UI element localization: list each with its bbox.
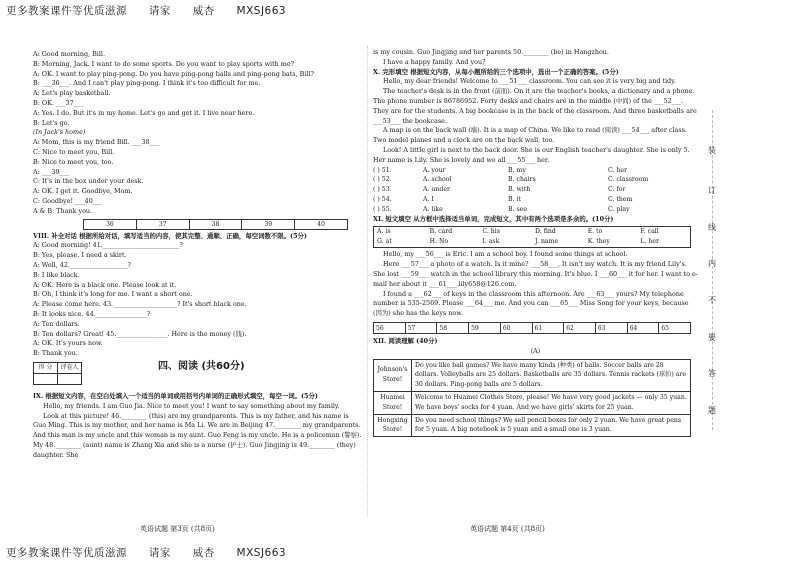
dialogue-line: A: OK. I want to play ping-pong. Do you have ping-pong balls and ping-pong bats, Bill? (33, 69, 314, 78)
option-row (373, 175, 698, 185)
passage-paragraph: Hello, my ___56___ is Eric. I am a school boy. I found some things at school. (383, 250, 628, 259)
question-number[interactable]: ( ) 54. (373, 195, 392, 203)
answer-cell[interactable]: 63 (596, 323, 628, 333)
store-ad: Welcome to Huamei Clothes Store, please! We have very good jackets — only 35 yuan. We have boys' socks for 4 yuan. And we have girls' skirts for 25 yuan. (412, 391, 691, 414)
binding-char: 要 (708, 333, 716, 342)
score-block (33, 362, 363, 392)
section-title: XI. 短文填空 从方框中选择适当单词，完成短文，其中有两个选项是多余的。(10分) (373, 214, 614, 223)
header-text: 威杏 (192, 547, 215, 559)
binding-char: 装 (708, 146, 716, 155)
table-row (374, 414, 691, 437)
header-code: MXSJ663 (236, 547, 287, 559)
dialogue-line: B: ___36___. And I can't play ping-pong. I think it's too difficult for me. (33, 79, 261, 88)
question-number[interactable]: ( ) 53. (373, 186, 392, 194)
dialogue-line: A: Good morning, Bill. (33, 50, 105, 58)
passage-paragraph: Look at this picture! 46.________ (this) are my grandparents. This is my father, and his name is Guo Ming. This is my mother, and her name is Ma Li. We are in Beijing 47.________ my grandparents. And this man is my uncle and this woman is my aunt. Guo Feng is my uncle. He is a policeman (警察). My 48.________ (aunt) name is Zhang Xia and she is a nurse (护士). Guo Jingjing is 49.________ (they) daughter. She (33, 411, 362, 459)
option-b: B. chairs (508, 176, 536, 184)
dialogue-line: C: Nice to meet you, Bill. (33, 147, 115, 156)
passage-paragraph: Here ___57___ a photo of a watch. Is it mine? ___58___, It isn't my watch. It is my friend Lily's. She lost ___59___ watch in the school library this morning. It's blue. I ___60___ it for her. I want to e-mail her about it ___61___ lily658@126.com. (373, 260, 698, 288)
word-option: J. name (535, 238, 559, 246)
dialogue-line: A: Well, 42.__________________? (33, 260, 131, 269)
option-c: C. them (608, 195, 633, 203)
grader-cell[interactable] (58, 373, 82, 384)
option-a: A. school (423, 176, 452, 184)
dialogue-line: B: Morning, Jack. I want to do some sports. Do you want to play sports with me? (33, 59, 295, 68)
word-option: C. his (482, 228, 500, 236)
option-a: A. under (423, 186, 450, 194)
question-number[interactable]: ( ) 51. (373, 166, 392, 174)
option-row (373, 195, 698, 205)
option-b: B. it (508, 195, 521, 203)
dialogue-line: B: Let's go. (33, 118, 70, 127)
dialogue-line: B: Nice to meet you, too. (33, 157, 114, 166)
passage-paragraph: Look! A little girl is next to the back door. She is our English teacher's daughter. She is only 5. Her name is Lily. She is lovely and we all ___55___ her. (373, 145, 690, 164)
word-option: I. ask (482, 238, 500, 246)
answer-cell[interactable]: 56 (374, 323, 406, 333)
option-row (373, 185, 698, 195)
section-title: XII. 阅读理解 (40分) (373, 336, 438, 345)
page-footer-right: 英语试题 第4页 (共8页) (470, 525, 545, 533)
answer-cell[interactable]: 37 (137, 220, 190, 229)
passage-line: is my cousin. Guo Jingjing and her parents 50.________ (be) in Hangzhou. (373, 48, 609, 56)
header-text: 更多教案课件等优质滋源 (6, 5, 127, 17)
option-b: B. my (508, 166, 526, 174)
dialogue-line: A: Yes. I do. But it's in my home. Let's go and get it. I live near here. (33, 108, 255, 117)
store-name: Hongxing Store! (374, 414, 412, 437)
word-option: L. her (640, 238, 660, 246)
option-c: C. classroom (608, 176, 649, 184)
word-option: D. find (535, 228, 556, 236)
answer-grid (373, 322, 691, 334)
question-number[interactable]: ( ) 55. (373, 205, 392, 213)
option-c: C. for (608, 186, 626, 194)
option-a: A. like (423, 205, 443, 213)
score-label: 得 分 (34, 362, 58, 373)
dialogue-line: A: Please come here. 43.____________________? It's short black one. (33, 300, 247, 309)
answer-cell[interactable]: 61 (533, 323, 565, 333)
passage-paragraph: I found a ___62___ of keys in the classroom this afternoon. Are ___63___ yours? My telephone number is 535-2569. Please ___64___ me. And you can ___65___ Miss Song for your keys, because (因为) she has the keys now. (373, 289, 689, 318)
store-name: Johnson's Store! (374, 359, 412, 391)
passage-paragraph: Hello, my dear friends! Welcome to ___51___ classroom. You can see it is very big and tidy. (383, 77, 676, 86)
dialogue-line: A & B: Thank you. (33, 206, 93, 215)
dialogue-line: A: OK. I get it. Goodbye, Mom. (33, 187, 133, 196)
answer-cell[interactable]: 39 (242, 220, 295, 229)
dialogue-line: B: I like black. (33, 270, 80, 279)
dialogue-line: A: Mom, this is my friend Bill. ___38___ (33, 138, 160, 147)
answer-cell[interactable]: 58 (437, 323, 469, 333)
dialogue-line: A: ___39___ (33, 167, 70, 176)
score-cell[interactable] (34, 373, 58, 384)
binding-char: 题 (708, 406, 716, 415)
answer-grid (83, 219, 348, 230)
dialogue-line: C: Goodbye! ___40___ (33, 196, 103, 205)
binding-line (712, 110, 713, 430)
dialogue-line: B: Ten dollars? Great! 45.________________. Here is the money (钱). (33, 329, 247, 338)
word-option: E. to (587, 228, 603, 236)
word-option: H. No (429, 238, 449, 246)
store-ad: Do you like ball games? We have many kinds (种类) of balls. Soccer balls are 28 dollars. Volleyballs are 25 dollars. Basketballs are 35 dollars. Tennis rackets (球拍) are 30 dollars. Ping-pong balls are 5 dollars. (412, 359, 691, 391)
section-title: IX. 根据短文内容，在空白处填入一个适当的单词或用括号内单词的正确形式填空，每空一词。(5分) (33, 391, 318, 400)
word-bank (373, 226, 691, 248)
word-option: G. at (377, 238, 392, 246)
option-a: A. I (423, 195, 434, 203)
answer-cell[interactable]: 59 (469, 323, 501, 333)
option-a: A. your (423, 166, 446, 174)
answer-cell[interactable]: 38 (190, 220, 243, 229)
right-column (373, 48, 698, 437)
header-text: 请家 (148, 547, 171, 559)
answer-cell[interactable]: 64 (628, 323, 660, 333)
binding-char: 答 (708, 369, 716, 378)
answer-cell[interactable]: 60 (501, 323, 533, 333)
dialogue-line: A: Let's play basketball. (33, 89, 111, 98)
option-c: C. her (608, 166, 628, 174)
option-row (373, 166, 698, 176)
header-text: 威杏 (192, 5, 215, 17)
passage-paragraph: A map is on the back wall (墙). It is a map of China. We like to read (阅读) ___54___ after class. Two model planes and a clock are on the back wall, too. (373, 126, 687, 145)
header-text: 更多教案课件等优质滋源 (6, 547, 127, 559)
store-ad: Do you need school things? We sell pencil boxes for only 2 yuan. We have great pens for 5 yuan. A big notebook is 5 yuan and a small one is 3 yuan. (412, 414, 691, 437)
passage-paragraph: The teacher's desk is in the front (前面). On it are the teacher's books, a dictionary and a phone. The phone number is 86786952. Forty desks and chairs are in the middle (中间) of the ___52___. They are for the students. A big bookcase is in the back of the classroom. And three basketballs are ___53___ the bookcase. (373, 87, 697, 125)
dialogue-line: B: It looks nice. 44.________________? (33, 309, 151, 318)
word-option: A. is (377, 228, 391, 236)
answer-cell[interactable]: 57 (406, 323, 438, 333)
answer-cell[interactable]: 40 (317, 220, 325, 228)
part-title: 四、阅读 (共60分) (158, 360, 245, 372)
question-number[interactable]: ( ) 52. (373, 176, 392, 184)
store-name: Huamei Store! (374, 391, 412, 414)
grader-label: 评卷人 (58, 362, 82, 373)
left-column (33, 50, 363, 460)
answer-cell[interactable]: 65 (661, 324, 669, 332)
page-header-top (6, 3, 304, 18)
passage-line: I have a happy family. And you? (383, 57, 486, 66)
dialogue-line: C: It's in the box under your desk. (33, 177, 144, 186)
dialogue-line: B: OK. ___37___ (33, 98, 84, 107)
word-option: F. call (640, 228, 659, 236)
table-row (374, 391, 691, 414)
answer-cell[interactable]: 36 (84, 220, 137, 229)
table-row (374, 359, 691, 391)
dialogue-line: A: Good morning! 41.________________________? (33, 241, 183, 250)
binding-char: 线 (708, 223, 716, 232)
score-table (33, 362, 82, 385)
page-footer-left: 英语试题 第3页 (共8页) (140, 525, 215, 533)
word-option: K. they (587, 238, 610, 246)
dialogue-line: A: Ten dollars. (33, 319, 80, 328)
binding-char: 内 (708, 259, 716, 268)
section-title: X. 完形填空 根据短文内容，从每小题所给的三个选项中，选出一个正确的答案。(5分) (373, 67, 619, 76)
option-row (373, 205, 698, 215)
column-divider (367, 46, 368, 516)
word-option: B. card (429, 228, 453, 236)
store-table (373, 359, 691, 438)
binding-char: 订 (708, 186, 716, 195)
option-b: B. see (508, 205, 527, 213)
option-b: B. with (508, 186, 531, 194)
subsection-label: (A) (530, 346, 541, 355)
dialogue-line: B: Thank you. (33, 349, 78, 358)
option-c: C. play (608, 205, 630, 213)
scene-note: (In Jack's home) (33, 128, 86, 137)
header-text: 请家 (148, 5, 171, 17)
passage-paragraph: Hello, my friends. I am Guo Jia. Nice to meet you! I want to say something about my family. (43, 401, 340, 410)
dialogue-line: A: OK. Here is a black one. Please look at it. (33, 280, 177, 289)
section-title: VIII. 补全对话 根据所给对话，填写适当的内容，使其完整、通顺、正确，每空词数不限。(5分) (33, 231, 307, 240)
dialogue-line: B: Oh, I think it's long for me. I want a short one. (33, 290, 193, 299)
answer-cell[interactable]: 62 (564, 323, 596, 333)
dialogue-line: B: Yes, please. I need a skirt. (33, 251, 127, 260)
header-code: MXSJ663 (236, 5, 287, 17)
dialogue-line: A: OK. It's yours now. (33, 339, 103, 348)
page-header-bottom (6, 545, 304, 560)
binding-char: 不 (708, 296, 716, 305)
